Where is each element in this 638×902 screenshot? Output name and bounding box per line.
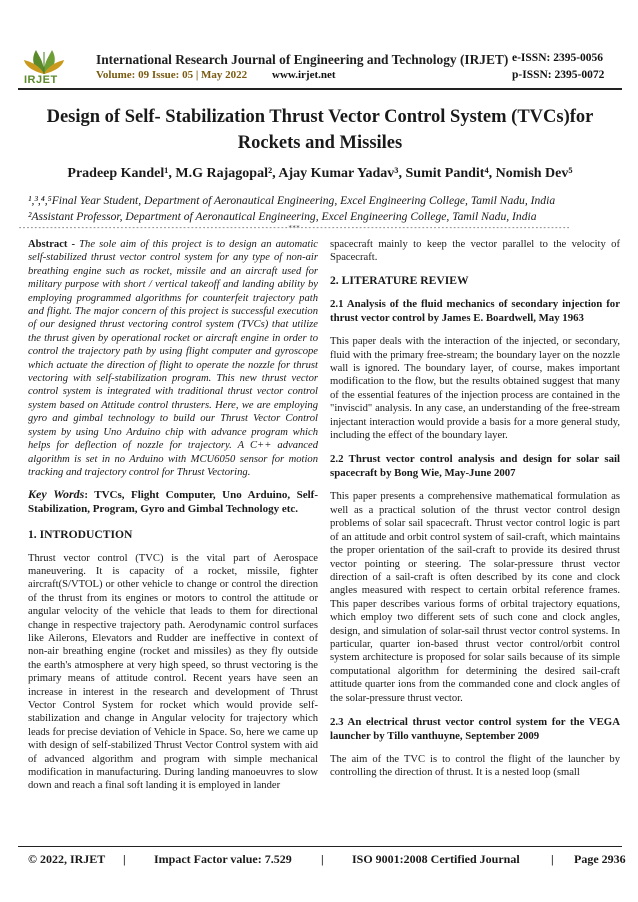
- right-column: [330, 238, 620, 789]
- section-separator: ---------------------------------------------------------------------***---------------------------------------------------------------------: [18, 224, 570, 232]
- header-divider: [18, 88, 622, 90]
- author-list: Pradeep Kandel¹, M.G Rajagopal², Ajay Kumar Yadav³, Sumit Pandit⁴, Nomish Dev⁵: [67, 166, 573, 181]
- journal-website-link[interactable]: www.irjet.net: [272, 69, 336, 81]
- introduction-body: Thrust vector control (TVC) is the vital part of Aerospace maneuvering. It is capacity of a rocket, missile, fighter aircraft(S/VTOL) or other vehicle to change or control the direction of the thrust from its engines or motors to control the attitude or angular velocity of the vehicle that leads to them for directional change in respective trajectory path. Aerodynamic control surfaces like Ailerons, Elevators and Rudder are ineffective in context of non-air breathing engine (rocket and missiles) as they fly outside the earth's atmosphere at very high speed, so thrust vectoring is the primary means of attitude control. Recent years have seen an increase in interest in the research and development of Thrust Vector Control System for rocket which would provide self-stabilization and change in Angular velocity for trajectory which leads for precise deviation of Vehicle in Space. So, here we came up with design of self-stabilized Thrust Vector Control system with aid of advanced algorithm and program with simple mechanical modification in manufacturing. During landing manoeuvres to slow down and reach a final soft landing it is employed in lander: [28, 552, 318, 792]
- footer-iso: ISO 9001:2008 Certified Journal: [352, 852, 520, 866]
- footer-divider: [18, 846, 622, 847]
- footer-page-number: Page 2936: [574, 852, 626, 866]
- abstract: [28, 238, 318, 479]
- footer-separator: |: [123, 852, 126, 866]
- footer-separator: |: [551, 852, 554, 866]
- footer-impact-factor: Impact Factor value: 7.529: [154, 852, 292, 866]
- section-2-1-body: This paper deals with the interaction of the injected, or secondary, fluid with the primary free-stream; the boundary layer on the nozzle wall is ignored. The boundary layer, of course, makes important modification to the flow, but the results obtained suggest that many of the essential features of the injection process are contained in the "inviscid" analysis. In any case, an understanding of the free-stream injectant interaction would provide a basis for a more general study, including the effect of the boundary layer.: [330, 336, 620, 442]
- section-2-1-heading: 2.1 Analysis of the fluid mechanics of secondary injection for thrust vector control by James E. Boardwell, May 1963: [330, 298, 620, 325]
- irjet-logo: [18, 44, 70, 88]
- journal-title: International Research Journal of Engineering and Technology (IRJET): [96, 52, 509, 67]
- paper-title: Design of Self- Stabilization Thrust Vector Control System (TVCs)for Rockets and Missiles: [46, 107, 594, 153]
- p-issn: p-ISSN: 2395-0072: [512, 69, 605, 81]
- keywords: [28, 488, 318, 516]
- section-2-3-heading: 2.3 An electrical thrust vector control system for the VEGA launcher by Tillo vanthuyne, September 2009: [330, 715, 620, 742]
- page-footer: [28, 852, 626, 867]
- affiliation-students: ¹,³,⁴,⁵Final Year Student, Department of Aeronautical Engineering, Excel Engineering College, Tamil Nadu, India: [28, 194, 556, 207]
- literature-review-heading: 2. LITERATURE REVIEW: [330, 273, 469, 287]
- introduction-continuation: spacecraft mainly to keep the vector parallel to the velocity of Spacecraft.: [330, 239, 620, 264]
- page-header: [0, 0, 638, 92]
- section-2-2-body: This paper presents a comprehensive mathematical formulation as well as a practical solution of the thrust vector control design problems of solar sail spacecraft. Thrust vector control logic is part of an attitude and orbit control system of sail-craft, which maintains the proper orientation of the sail-craft to provide its desired thrust vector pointing or steering. The solar-pressure thrust vector direction of a sail-craft is often described by its cone and clock angles measured with respect to certain orbital reference frames. This paper describes various forms of orbital trajectory equations, which employ two different sets of such cone and clock angles, design, and simulation of solar-sail thrust vector control systems. In particular, quarter ion-based thrust vector control/orbit control system architecture is proposed for solar sails because of its simple computational algorithm for determining the desired sail-craft attitude quarter ions from the commanded cone and clock angles of the solar-pressure thrust vector.: [330, 491, 620, 704]
- section-2-2-heading: 2.2 Thrust vector control analysis and design for solar sail spacecraft by Bong Wie, May-June 2007: [330, 453, 620, 480]
- e-issn: e-ISSN: 2395-0056: [512, 52, 604, 64]
- keywords-heading: Key Words: [28, 487, 85, 502]
- abstract-body: The sole aim of this project is to design an automatic self-stabilized thrust vector control system for any type of non-air breathing engine such as rocket, missile and an aircraft used for military purpose with short / vertical takeoff and landing ability by employing programmed algorithms for counterfeit trajectory path and flight. The major concern of this project is successful execution of our designed thrust vectoring control system (TVCs) that utilize the thrust given by operational rocket or aircraft engine in order to control the trajectory path by using flight computer and gyroscope which actuate the direction of flight to operate the nozzle for thrust vectoring with self-stabilization program. This new thrust vector control system is integrated with traditional thrust vector control system based on Attitude control thrusters. Here, we are employing gyro and gimbal technology to build our Thrust Vector Control system by using Uno Arduino chip with advance program which helps for deflection of nozzle for trajectory. A C++ advanced algorithm is set in no Arduino with MCU6050 sensor for motion tracking and trajectory control for Thrust Vectoring.: [28, 239, 318, 478]
- affiliation-professor: ²Assistant Professor, Department of Aeronautical Engineering, Excel Engineering College, Tamil Nadu, India: [28, 210, 537, 223]
- footer-separator: |: [321, 852, 324, 866]
- left-column: [28, 238, 318, 802]
- abstract-heading: Abstract -: [28, 239, 76, 250]
- volume-issue: Volume: 09 Issue: 05 | May 2022: [96, 69, 248, 81]
- introduction-heading: 1. INTRODUCTION: [28, 528, 133, 542]
- footer-copyright: © 2022, IRJET: [28, 852, 106, 866]
- keywords-list: : TVCs, Flight Computer, Uno Arduino, Self-Stabilization, Program, Gyro and Gimbal Technology etc.: [28, 489, 318, 515]
- logo-text: IRJET: [24, 74, 58, 86]
- section-2-3-body: The aim of the TVC is to control the flight of the launcher by controlling the direction of thrust. It is a nested loop (small: [330, 753, 620, 779]
